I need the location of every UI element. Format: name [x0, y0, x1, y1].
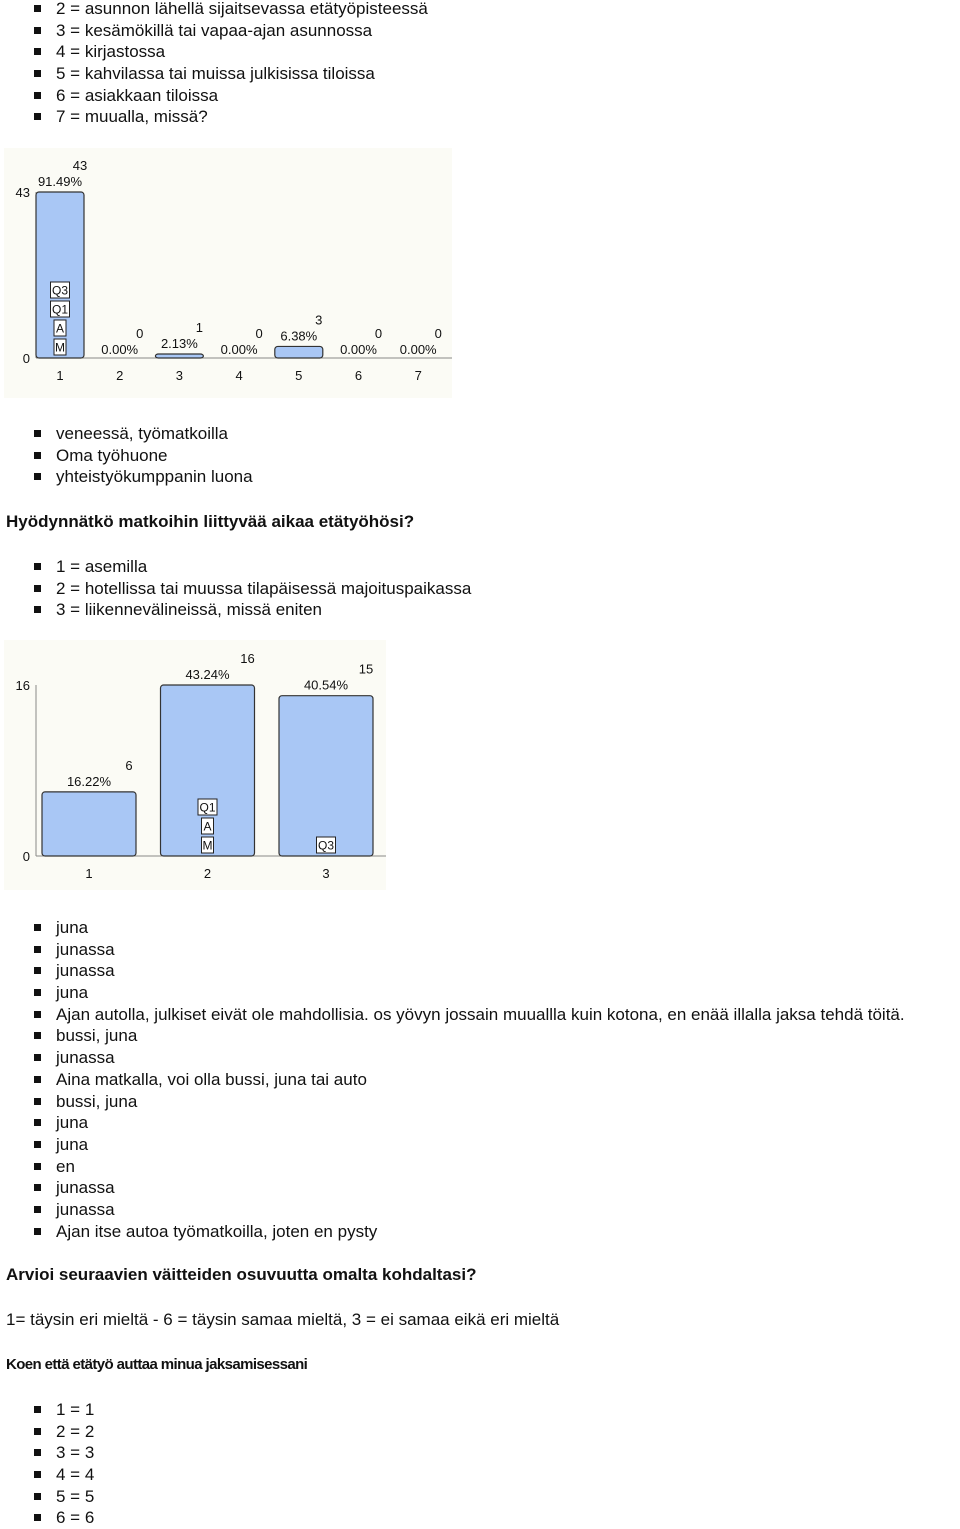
x-tick-label: 2 — [203, 866, 212, 881]
value-label: 15 — [358, 661, 374, 677]
x-tick-label: 3 — [322, 866, 330, 881]
percent-label: 2.13% — [160, 336, 198, 351]
value-label: 0 — [255, 326, 263, 341]
percent-label: 0.00% — [220, 342, 258, 357]
percent-label: 0.00% — [340, 342, 377, 357]
bar — [275, 346, 323, 358]
list-item: 5 = kahvilassa tai muissa julkisissa tiloissa — [34, 63, 428, 85]
list-item: 7 = muualla, missä? — [34, 106, 428, 128]
location-options-list — [34, 0, 428, 128]
value-label: 0 — [374, 326, 383, 341]
stat-marker-label: A — [55, 321, 65, 336]
value-label: 16 — [240, 651, 255, 666]
list-item: 3 = kesämökillä tai vapaa-ajan asunnossa — [34, 20, 428, 42]
list-item: Aina matkalla, voi olla bussi, juna tai auto — [34, 1069, 905, 1091]
list-item: 6 = 6 — [34, 1507, 94, 1529]
list-item: 3 = 3 — [34, 1442, 94, 1464]
x-tick-label: 6 — [354, 368, 363, 383]
value-label: 0 — [434, 326, 442, 341]
y-tick-label: 16 — [15, 678, 30, 693]
stat-marker-label: Q1 — [199, 800, 216, 815]
percent-label: 0.00% — [101, 342, 139, 357]
y-tick-label: 0 — [22, 351, 30, 366]
stat-marker-label: M — [55, 340, 65, 355]
percent-label: 6.38% — [280, 328, 318, 344]
statement-heading: Koen että etätyö auttaa minua jaksamisessani — [6, 1356, 308, 1373]
list-item: Ajan autolla, julkiset eivät ole mahdollisia. os yövyn jossain muuallla kuin kotona, en enää illalla jaksa tehdä töitä. — [34, 1004, 905, 1026]
list-item: bussi, juna — [34, 1025, 905, 1047]
list-item: Oma työhuone — [34, 445, 253, 467]
list-item: 1 = asemilla — [34, 556, 471, 578]
list-item: juna — [34, 1134, 905, 1156]
list-item: juna — [34, 917, 905, 939]
stat-marker-label: Q3 — [317, 838, 335, 853]
x-tick-label: 5 — [295, 368, 303, 383]
list-item: 6 = asiakkaan tiloissa — [34, 85, 428, 107]
list-item: 3 = liikennevälineissä, missä eniten — [34, 599, 471, 621]
value-label: 3 — [315, 312, 323, 328]
list-item: bussi, juna — [34, 1091, 905, 1113]
list-item: Ajan itse autoa työmatkoilla, joten en pysty — [34, 1221, 905, 1243]
value-label: 0 — [136, 326, 144, 341]
percent-label: 16.22% — [66, 773, 112, 789]
bar — [155, 354, 203, 358]
list-item: 2 = asunnon lähellä sijaitsevassa etätyöpisteessä — [34, 0, 428, 20]
location-bar-chart — [4, 148, 452, 398]
scale-options-list — [34, 1399, 94, 1529]
percent-label: 0.00% — [399, 342, 437, 357]
list-item: 1 = 1 — [34, 1399, 94, 1421]
list-item: junassa — [34, 1177, 905, 1199]
x-tick-label: 7 — [414, 368, 422, 383]
list-item: juna — [34, 1112, 905, 1134]
list-item: yhteistyökumppanin luona — [34, 466, 253, 488]
x-tick-label: 1 — [85, 866, 93, 881]
bar — [279, 696, 373, 856]
x-tick-label: 3 — [175, 368, 184, 383]
travel-answers-list — [34, 917, 905, 1242]
list-item: veneessä, työmatkoilla — [34, 423, 253, 445]
stat-marker-label: Q1 — [51, 302, 69, 317]
percent-label: 91.49% — [37, 174, 83, 189]
travel-options-list — [34, 556, 471, 621]
list-item: 2 = hotellissa tai muussa tilapäisessä majoituspaikassa — [34, 578, 471, 600]
bar — [42, 792, 136, 856]
list-item: 5 = 5 — [34, 1486, 94, 1508]
value-label: 43 — [72, 158, 88, 173]
stat-marker-label: A — [203, 819, 212, 834]
list-item: juna — [34, 982, 905, 1004]
list-item: junassa — [34, 960, 905, 982]
stat-marker-label: Q3 — [51, 283, 69, 298]
y-tick-label: 0 — [22, 849, 30, 864]
list-item: junassa — [34, 939, 905, 961]
scale-description: 1= täysin eri mieltä - 6 = täysin samaa mieltä, 3 = ei samaa eikä eri mieltä — [6, 1310, 560, 1329]
list-item: 2 = 2 — [34, 1421, 94, 1443]
list-item: junassa — [34, 1199, 905, 1221]
other-locations-list — [34, 423, 253, 488]
list-item: junassa — [34, 1047, 905, 1069]
list-item: 4 = 4 — [34, 1464, 94, 1486]
y-tick-label: 43 — [15, 185, 30, 200]
x-tick-label: 2 — [116, 368, 124, 383]
value-label: 6 — [125, 757, 133, 773]
statements-question: Arvioi seuraavien väitteiden osuvuutta omalta kohdaltasi? — [6, 1265, 477, 1284]
travel-bar-chart — [4, 640, 386, 890]
x-tick-label: 1 — [56, 368, 64, 383]
stat-marker-label: M — [202, 838, 213, 853]
percent-label: 43.24% — [185, 667, 230, 682]
travel-time-question: Hyödynnätkö matkoihin liittyvää aikaa etätyöhösi? — [6, 512, 415, 531]
value-label: 1 — [195, 320, 204, 335]
list-item: en — [34, 1156, 905, 1178]
percent-label: 40.54% — [303, 677, 349, 693]
x-tick-label: 4 — [235, 368, 243, 383]
list-item: 4 = kirjastossa — [34, 41, 428, 63]
